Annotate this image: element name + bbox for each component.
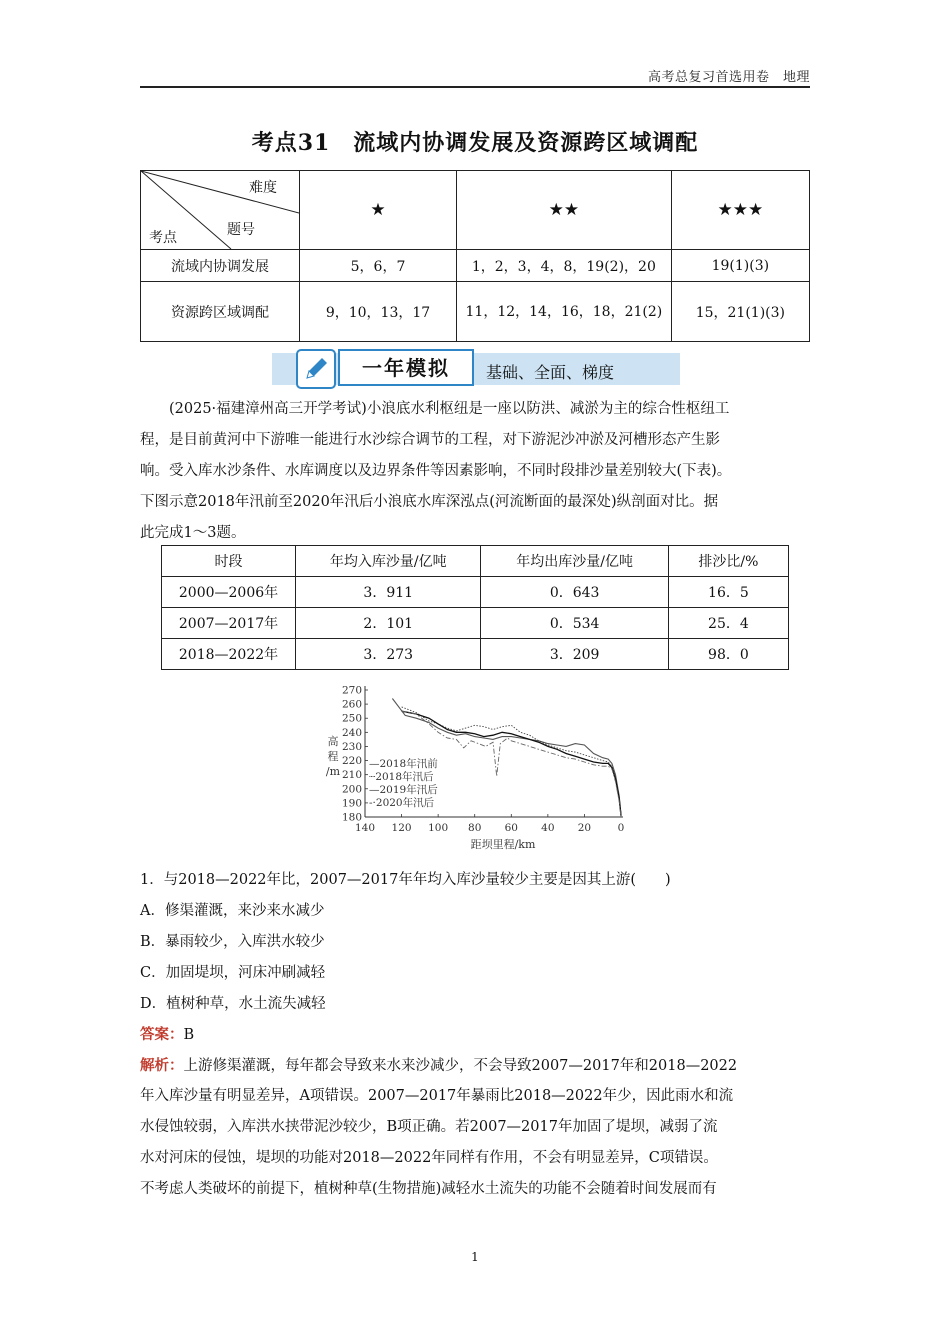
table-cell: 3．273 (296, 639, 481, 670)
legend-entry: ┈2018年汛后 (369, 771, 434, 783)
banner-subtitle: 基础、全面、梯度 (486, 363, 615, 382)
topic-cell: 资源跨区域调配 (141, 282, 300, 342)
corner-number: 题号 (227, 222, 255, 238)
table-cell: 3．209 (481, 639, 668, 670)
section-banner (272, 349, 680, 387)
x-tick-label: 80 (468, 822, 482, 834)
table-cell: 15，21(1)(3) (671, 282, 809, 342)
intro-line: 响。受入库水沙条件、水库调度以及边界条件等因素影响，不同时段排沙量差别较大(下表)。 (140, 463, 732, 479)
header-rule (140, 86, 810, 88)
analysis-line: 水侵蚀较弱，入库洪水挟带泥沙较少，B项正确。若2007—2017年加固了堤坝，减弱了流 (140, 1119, 718, 1135)
profile-chart (318, 682, 638, 854)
page-number: 1 (471, 1250, 479, 1264)
level-2: ★★ (457, 171, 672, 250)
x-tick-label: 100 (428, 822, 449, 834)
x-tick-label: 20 (577, 822, 592, 834)
intro-line: 程，是目前黄河中下游唯一能进行水沙综合调节的工程，对下游泥沙冲淤及河槽形态产生影 (140, 432, 720, 448)
table-row (162, 639, 789, 670)
y-axis-label: 程 (327, 750, 339, 763)
table-header: 年均出库沙量/亿吨 (481, 546, 668, 577)
x-tick-label: 140 (354, 822, 376, 834)
table-header-row (162, 546, 789, 577)
analysis-text: 上游修渠灌溉，每年都会导致来水来沙减少，不会导致2007—2017年和2018—2022 (183, 1058, 738, 1074)
table-row (162, 608, 789, 639)
corner-topic: 考点 (149, 230, 177, 246)
table-cell: 3．911 (296, 577, 481, 608)
table-cell: 2．101 (296, 608, 481, 639)
corner-cell (141, 171, 300, 250)
table-cell: 19(1)(3) (671, 250, 809, 282)
analysis-label: 解析： (140, 1057, 184, 1074)
corner-difficulty: 难度 (249, 180, 277, 196)
table-cell: 9，10，13，17 (300, 282, 457, 342)
analysis-line: 年入库沙量有明显差异，A项错误。2007—2017年暴雨比2018—2022年少，因此雨水和流 (140, 1088, 734, 1104)
table-cell: 1，2，3，4，8，19(2)，20 (457, 250, 672, 282)
page-header: 高考总复习首选用卷 地理 (647, 70, 810, 85)
analysis-first (140, 1050, 810, 1082)
table-cell: 0．643 (481, 577, 668, 608)
table-row (141, 282, 810, 342)
analysis-line: 不考虑人类破坏的前提下，植树种草(生物措施)减轻水土流失的功能不会随着时间发展而有 (140, 1181, 717, 1197)
question-stem: 1．与2018—2022年比，2007—2017年年均入库沙量较少主要是因其上游( ) (140, 872, 671, 888)
y-tick-label: 240 (341, 726, 362, 739)
y-tick-label: 250 (341, 712, 362, 725)
y-tick-label: 270 (341, 684, 362, 697)
analysis-line: 水对河床的侵蚀，堤坝的功能对2018—2022年同样有作用，不会有明显差异，C项错误。 (140, 1150, 718, 1166)
option-b: B．暴雨较少，入库洪水较少 (140, 934, 325, 950)
table-cell: 2018—2022年 (162, 639, 296, 670)
x-tick-label: 40 (541, 822, 555, 834)
table-cell: 25．4 (668, 608, 788, 639)
intro-line: (2025·福建漳州高三开学考试)小浪底水利枢纽是一座以防洪、减淤为主的综合性枢纽工 (169, 401, 730, 417)
table-header: 时段 (162, 546, 296, 577)
answer-line (140, 1023, 194, 1044)
y-axis-label: /m (325, 765, 341, 778)
x-axis-label: 距坝里程/km (470, 838, 536, 851)
sediment-table (161, 545, 789, 670)
x-tick-label: 60 (504, 822, 518, 834)
table-row (162, 577, 789, 608)
difficulty-table (140, 170, 810, 342)
intro-line: 下图示意2018年汛前至2020年汛后小浪底水库深泓点(河流断面的最深处)纵剖面对比。据 (140, 494, 719, 510)
level-1: ★ (300, 171, 457, 250)
y-tick-label: 220 (341, 755, 362, 768)
option-c: C．加固堤坝，河床冲刷减轻 (140, 965, 326, 981)
option-a: A．修渠灌溉，来沙来水减少 (140, 903, 325, 919)
legend-entry: —2018年汛前 (369, 758, 438, 770)
table-cell: 11，12，14，16，18，21(2) (457, 282, 672, 342)
topic-cell: 流域内协调发展 (141, 250, 300, 282)
legend-entry: -·2020年汛后 (369, 797, 435, 809)
y-tick-label: 210 (341, 769, 362, 782)
x-tick-label: 120 (391, 822, 412, 834)
answer-value: B (183, 1027, 195, 1043)
x-tick-label: 0 (617, 822, 625, 834)
table-cell: 98．0 (668, 639, 788, 670)
table-header: 年均入库沙量/亿吨 (296, 546, 481, 577)
table-cell: 5，6，7 (300, 250, 457, 282)
table-cell: 0．534 (481, 608, 668, 639)
y-tick-label: 200 (341, 783, 362, 796)
y-tick-label: 260 (341, 698, 362, 711)
banner-label: 一年模拟 (362, 356, 450, 380)
legend-entry: —2019年汛后 (369, 784, 438, 796)
table-cell: 2000—2006年 (162, 577, 296, 608)
option-d: D．植树种草，水土流失减轻 (140, 996, 326, 1012)
answer-label: 答案： (140, 1026, 184, 1043)
level-3: ★★★ (671, 171, 809, 250)
page-title: 考点31 流域内协调发展及资源跨区域调配 (251, 130, 699, 156)
pencil-icon (296, 349, 336, 389)
table-cell: 2007—2017年 (162, 608, 296, 639)
y-tick-label: 230 (341, 740, 362, 753)
y-tick-label: 180 (341, 811, 362, 824)
y-tick-label: 190 (341, 797, 362, 810)
table-header: 排沙比/% (668, 546, 788, 577)
table-cell: 16．5 (668, 577, 788, 608)
y-axis-label: 高 (327, 735, 339, 748)
table-row (141, 250, 810, 282)
intro-line: 此完成1～3题。 (140, 525, 246, 541)
